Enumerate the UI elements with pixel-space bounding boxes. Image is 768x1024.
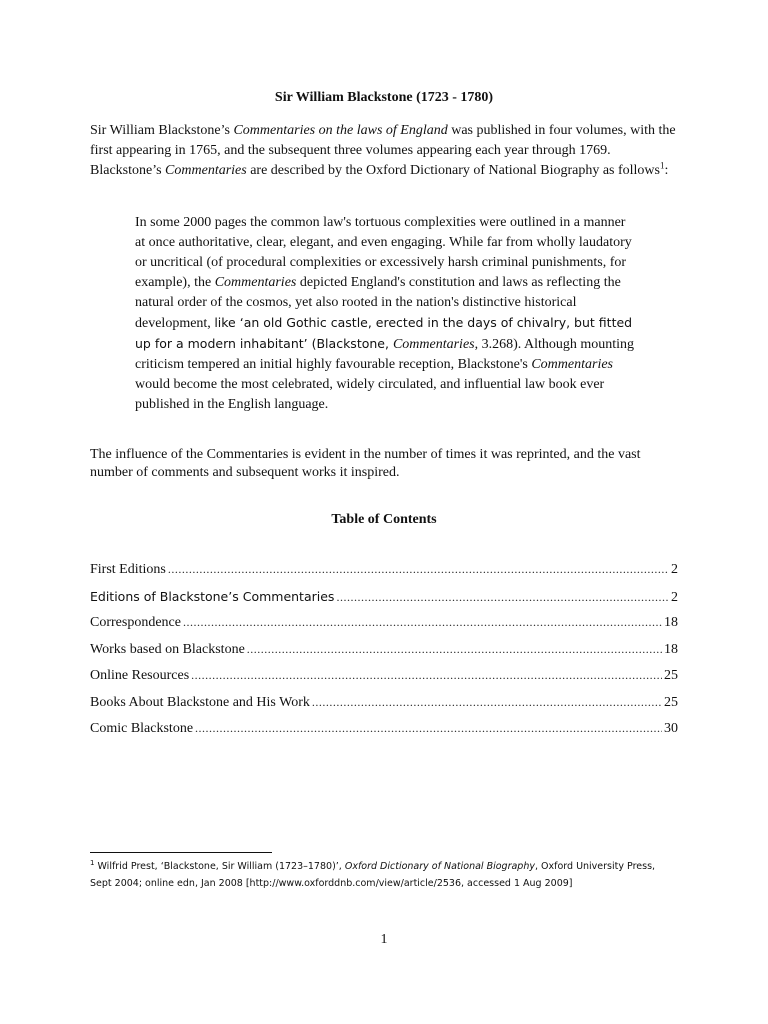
toc-entry-label[interactable]: First Editions <box>90 562 166 577</box>
intro-paragraph <box>90 121 678 181</box>
footnote-reference[interactable]: 1 <box>660 160 665 171</box>
toc-leader <box>191 668 662 683</box>
intro-text: Sir William Blackstone’s <box>90 123 234 138</box>
toc-entry[interactable] <box>90 589 678 616</box>
toc-entry-label[interactable]: Correspondence <box>90 615 181 630</box>
toc-entry-page[interactable]: 18 <box>664 641 678 657</box>
intro-book-title: Commentaries on the laws of England <box>233 123 448 138</box>
footnote-text: Wilfrid Prest, ‘Blackstone, Sir William (1723–1780)’, <box>94 861 345 872</box>
toc-entry-page[interactable]: 25 <box>664 668 678 683</box>
toc-leader <box>168 562 669 577</box>
toc-entry-label[interactable]: Online Resources <box>90 668 190 683</box>
footnote-text: , Oxford University Press, Sept 2004; online edn, Jan 2008 [http://www.oxforddnb.com/view/article/2536, accessed 1 Aug 2009] <box>90 861 656 889</box>
quote-text: In some 2000 pages the common law's tortuous complexities were outlined in a manner at once authoritative, clear, elegant, and even engaging. While far from wholly laudatory or uncritical (of procedural complexities or excessively harsh criminal punishments, for example), the <box>135 215 632 290</box>
toc-leader <box>247 642 662 657</box>
toc-entry-page[interactable]: 18 <box>664 615 678 630</box>
toc-entry-page[interactable]: 2 <box>671 589 678 605</box>
toc-leader <box>195 721 662 736</box>
toc-entry[interactable] <box>90 721 678 748</box>
quote-commentaries: Commentaries <box>531 357 614 372</box>
toc-entry[interactable] <box>90 668 678 695</box>
intro-commentaries: Commentaries <box>165 163 247 178</box>
quote-text-sans: like ‘an old Gothic castle, erected in the days of chivalry, but fitted up for a modern inhabitant’ (Blackstone, <box>135 315 633 351</box>
footnote-number: 1 <box>90 858 95 867</box>
toc-entry-label[interactable]: Books About Blackstone and His Work <box>90 694 310 710</box>
page-title: Sir William Blackstone (1723 - 1780) <box>274 90 494 105</box>
toc-entry-page[interactable]: 2 <box>671 562 678 577</box>
quote-commentaries: Commentaries <box>392 337 475 352</box>
toc-title: Table of Contents <box>331 512 437 527</box>
block-quote <box>135 213 635 415</box>
footnote <box>90 858 678 892</box>
toc-entry[interactable] <box>90 642 678 669</box>
intro-text: are described by the Oxford Dictionary of National Biography as follows <box>246 163 660 178</box>
influence-paragraph: The influence of the Commentaries is evident in the number of times it was reprinted, and the vast number of comments and subsequent works it inspired. <box>90 447 641 480</box>
intro-text: was published in four volumes, with the first appearing in 1765, and the subsequent three volumes appearing each year through 1769. Blackstone’s <box>90 123 676 178</box>
quote-text: depicted England's constitution and laws as reflecting the natural order of the cosmos, yet also rooted in the nation's distinctive historical development, <box>135 275 621 331</box>
toc-leader <box>183 615 662 630</box>
quote-text: , 3.268). Although mounting criticism tempered an initial highly favourable reception, Blackstone's <box>135 337 635 372</box>
page-number: 1 <box>380 932 388 947</box>
toc-entry[interactable] <box>90 562 678 589</box>
intro-text: : <box>664 163 669 178</box>
footnote-separator <box>90 852 272 853</box>
toc-leader <box>312 695 662 710</box>
toc-entry[interactable] <box>90 615 678 642</box>
quote-text: would become the most celebrated, widely circulated, and influential law book ever published in the English language. <box>135 377 605 412</box>
toc-entry-label[interactable]: Works based on Blackstone <box>90 641 245 657</box>
toc-entry-page[interactable]: 30 <box>664 721 678 736</box>
toc-leader <box>336 590 669 605</box>
table-of-contents <box>90 562 678 748</box>
toc-entry-label[interactable]: Comic Blackstone <box>90 721 194 736</box>
quote-commentaries: Commentaries <box>214 275 297 290</box>
toc-entry-label[interactable]: Editions of Blackstone’s Commentaries <box>90 588 335 604</box>
footnote-source-title: Oxford Dictionary of National Biography <box>344 861 535 872</box>
toc-entry-page[interactable]: 25 <box>664 694 678 710</box>
toc-entry[interactable] <box>90 695 678 722</box>
